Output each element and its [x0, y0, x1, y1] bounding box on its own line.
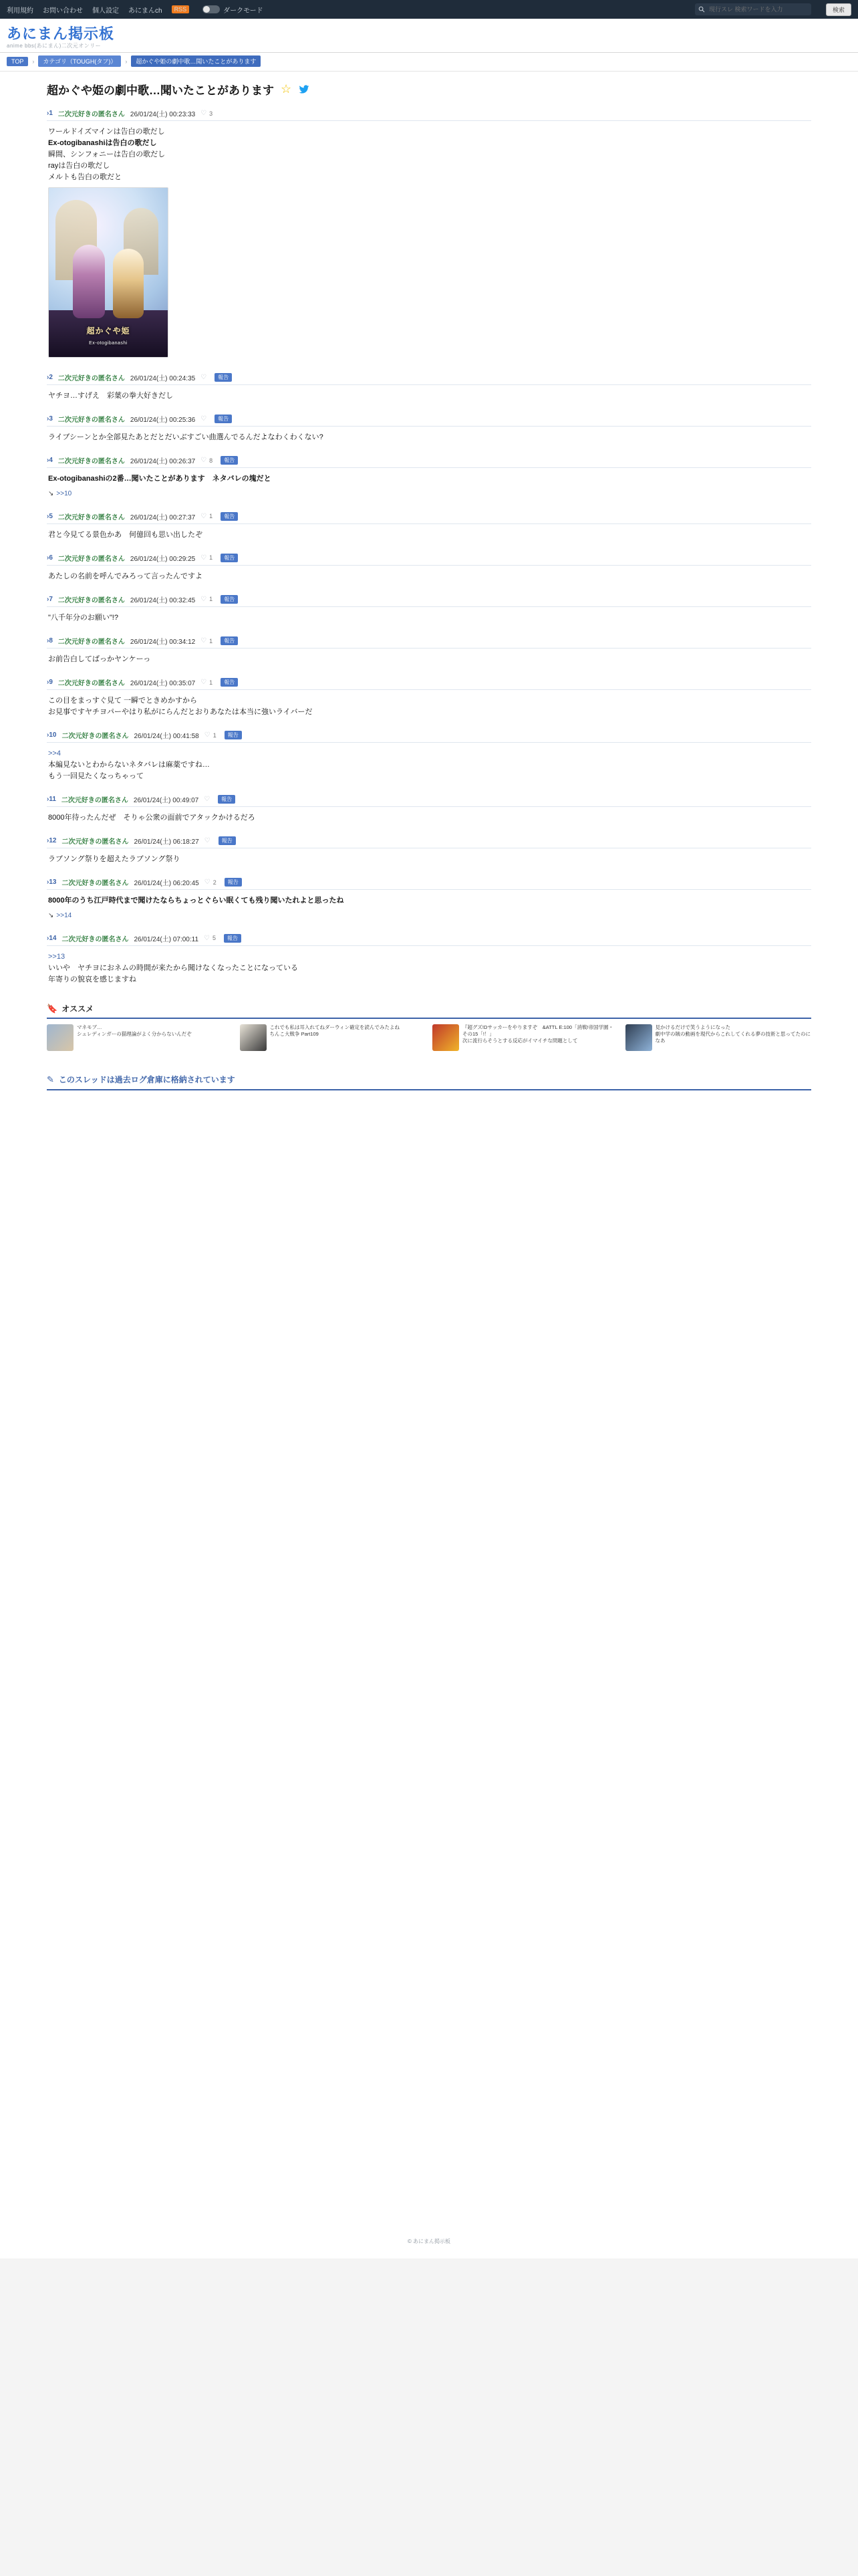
heart-icon[interactable]: ♡ [204, 934, 210, 942]
reply-reference-text: >>10 [56, 490, 72, 498]
post-header [47, 730, 811, 743]
post-timestamp: 26/01/24(土) 00:27:37 [130, 513, 196, 521]
recommend-caption-top: 『超グズ!Dサッカーをやりますぞ &ATTL E:100「消戦!帝国学園・その15「!！」 [462, 1024, 614, 1038]
search-container[interactable] [695, 3, 811, 15]
post-number[interactable]: ›13 [47, 879, 57, 887]
recommend-header [47, 1003, 811, 1014]
post-number[interactable]: ›5 [47, 512, 53, 520]
post [47, 673, 811, 726]
post-timestamp: 26/01/24(土) 06:20:45 [134, 880, 199, 888]
post-timestamp: 26/01/24(土) 06:18:27 [134, 838, 199, 846]
post-body [47, 807, 811, 830]
post-line: もう一回見たくなっちゃって [48, 772, 144, 781]
recommend-thumbnail [625, 1024, 652, 1051]
post-number[interactable]: ›2 [47, 374, 53, 382]
reply-reference-link[interactable] [48, 911, 811, 921]
post-header [47, 877, 811, 890]
post-author: 二次元好きの匿名さん [61, 935, 129, 943]
post [47, 873, 811, 929]
post-line: この目をまっすぐ見て 一瞬でときめかすから [48, 697, 198, 705]
post-timestamp: 26/01/24(土) 07:00:11 [134, 935, 199, 943]
post-line: 瞬間、シンフォニーは告白の歌だし [48, 150, 166, 159]
site-footer: © あにまん掲示板 [407, 2238, 451, 2245]
heart-icon[interactable]: ♡ [200, 512, 207, 520]
post-line: 本編見ないとわからないネタバレは麻薬ですね… [48, 761, 210, 770]
post-number[interactable]: ›8 [47, 637, 53, 645]
post-line: ワールドイズマインは告白の歌だし [48, 128, 165, 136]
report-button[interactable]: 報告 [218, 795, 235, 804]
post-header [47, 414, 811, 427]
reply-arrow-icon: ↘ [48, 490, 54, 498]
post-author: 二次元好きの匿名さん [57, 458, 125, 466]
rss-badge[interactable]: RSS [172, 5, 190, 13]
archive-notice-text: このスレッドは過去ログ倉庫に格納されています [58, 1075, 235, 1085]
report-button[interactable]: 報告 [219, 836, 236, 845]
post-header [47, 836, 811, 848]
post [47, 726, 811, 790]
heart-count: 8 [209, 457, 213, 464]
post-header [47, 372, 811, 385]
post-body [47, 566, 811, 589]
post-author: 二次元好きの匿名さん [57, 638, 125, 647]
post [47, 451, 811, 507]
heart-count: 1 [209, 513, 213, 520]
heart-icon[interactable]: ♡ [200, 374, 207, 382]
archive-notice [47, 1074, 811, 1090]
post-body [47, 468, 811, 506]
dark-mode-label: ダークモード [223, 7, 263, 15]
heart-icon[interactable]: ♡ [204, 837, 210, 845]
post-line: Ex-otogibanashiは告白の歌だし [48, 139, 157, 148]
post-header [47, 636, 811, 649]
post-number[interactable]: ›14 [47, 934, 57, 942]
heart-count: 1 [212, 731, 217, 739]
post-author: 二次元好きの匿名さん [61, 733, 129, 741]
post-timestamp: 26/01/24(土) 00:24:35 [130, 375, 196, 383]
post-number[interactable]: ›11 [47, 796, 56, 804]
recommend-text-block [462, 1024, 619, 1051]
post-author: 二次元好きの匿名さん [57, 375, 125, 383]
post [47, 549, 811, 590]
report-button[interactable]: 報告 [221, 456, 238, 465]
recommend-grid [47, 1024, 811, 1051]
post-line: 君と今見てる景色かあ 何億回も思い出したぞ [48, 530, 202, 539]
recommend-card[interactable] [240, 1024, 426, 1051]
post-anchor-link[interactable]: >>4 [48, 749, 61, 758]
post-number[interactable]: ›3 [47, 415, 53, 423]
post-line: お見事ですヤチヨパーやはり私がにらんだとおりあなたは本当に強いライバーだ [48, 708, 313, 717]
nav-item-contact[interactable]: お問い合わせ [43, 7, 83, 15]
post-timestamp: 26/01/24(土) 00:32:45 [130, 596, 196, 604]
image-character-left [73, 245, 105, 318]
post-line: Ex-otogibanashiの2番…聞いたことがあります ネタバレの塊だと [48, 475, 271, 483]
breadcrumb-top[interactable]: TOP [7, 57, 28, 66]
post-number[interactable]: ›10 [47, 731, 57, 739]
heart-icon[interactable]: ♡ [200, 415, 207, 423]
report-button[interactable]: 報告 [221, 678, 238, 687]
nav-item-animanch[interactable]: あにまんch [128, 7, 162, 15]
post-image-thumbnail[interactable] [48, 187, 168, 358]
recommend-card[interactable] [625, 1024, 812, 1051]
post-list [0, 104, 858, 993]
post [47, 590, 811, 632]
post [47, 832, 811, 873]
heart-count: 1 [209, 637, 213, 645]
pencil-icon: ✎ [47, 1074, 54, 1084]
recommend-section [0, 993, 858, 1051]
post-timestamp: 26/01/24(土) 00:34:12 [130, 638, 196, 647]
recommend-thumbnail [432, 1024, 459, 1051]
post-header [47, 553, 811, 566]
post-author: 二次元好きの匿名さん [61, 838, 129, 846]
post-header [47, 511, 811, 524]
post-line: 年寄りの貌哀を感じますね [48, 975, 136, 984]
favorite-star-icon[interactable]: ☆ [281, 82, 292, 96]
report-button[interactable]: 報告 [225, 878, 242, 887]
report-button[interactable]: 報告 [225, 731, 242, 739]
post-line: あたしの名前を呼んでみろって言ったんですよ [48, 572, 202, 580]
recommend-thumbnail [47, 1024, 74, 1051]
recommend-card[interactable] [432, 1024, 619, 1051]
heart-icon[interactable]: ♡ [200, 637, 207, 645]
post-body [47, 946, 811, 992]
post-body [47, 121, 811, 367]
post-body [47, 690, 811, 725]
post-line: ラブソング祭りを超えたラブソング祭り [48, 855, 180, 864]
post-author: 二次元好きの匿名さん [61, 880, 129, 888]
post-timestamp: 26/01/24(土) 00:26:37 [130, 458, 196, 466]
site-logo-subtitle: anime bbs(あにまん)二次元オンリー [7, 43, 102, 49]
image-title-text: 超かぐや姫 [86, 326, 130, 336]
post-body [47, 649, 811, 672]
breadcrumb-current: 超かぐや姫の劇中歌…聞いたことがあります [131, 55, 261, 67]
heart-icon[interactable]: ♡ [200, 595, 207, 603]
image-subtitle-text: Ex-otogibanashi [89, 341, 128, 346]
recommend-caption-top: 見かけるだけで笑うようになった [655, 1024, 730, 1031]
heart-icon[interactable]: ♡ [200, 110, 207, 117]
image-character-right [113, 249, 144, 318]
recommend-text-block [77, 1024, 192, 1051]
recommend-text-block [270, 1024, 400, 1051]
post-number[interactable]: ›9 [47, 679, 53, 687]
post-number[interactable]: ›6 [47, 554, 53, 562]
post-line: ライブシーンとか全部見たあとだとだいぶすごい曲選んでるんだよなわくわくない? [48, 433, 323, 442]
post-number[interactable]: ›7 [47, 595, 53, 603]
post-body [47, 427, 811, 450]
search-icon [698, 6, 705, 13]
report-button[interactable]: 報告 [221, 636, 238, 645]
report-button[interactable]: 報告 [221, 512, 238, 521]
recommend-divider [47, 1018, 811, 1019]
recommend-heading: オススメ [61, 1004, 94, 1014]
report-button[interactable]: 報告 [214, 373, 232, 382]
thread-header [0, 72, 858, 104]
top-navigation-bar [0, 0, 858, 19]
recommend-card[interactable] [47, 1024, 233, 1051]
recommend-caption: 次に流行らそうとする反応がイマイチな問題として [462, 1038, 578, 1044]
recommend-caption: 劇中学の賊の動画を現代からこれしてくれる夢の技術と思ってたのになあ [655, 1031, 811, 1044]
heart-count: 1 [209, 554, 213, 562]
post-body [47, 524, 811, 548]
dark-mode-toggle[interactable] [202, 5, 263, 15]
post-timestamp: 26/01/24(土) 00:25:36 [130, 417, 196, 425]
post-anchor-link[interactable]: >>13 [48, 952, 65, 961]
bookmark-icon: 🔖 [47, 1003, 58, 1014]
post-body [47, 385, 811, 408]
report-button[interactable]: 報告 [214, 415, 232, 423]
post-line: 8000年のうち江戸時代まで聞けたならちょっとぐらい眠くても残り聞いたれよと思ったね [48, 897, 344, 905]
post-timestamp: 26/01/24(土) 00:41:58 [134, 733, 199, 741]
post-timestamp: 26/01/24(土) 00:29:25 [130, 555, 196, 563]
post [47, 507, 811, 549]
post-number[interactable]: ›1 [47, 110, 53, 117]
post-author: 二次元好きの匿名さん [57, 111, 125, 118]
post-line: "八千年分のお願い"!? [48, 613, 118, 622]
site-header [0, 19, 858, 53]
heart-count: 5 [212, 935, 216, 942]
post-body [47, 607, 811, 630]
post-author: 二次元好きの匿名さん [57, 513, 125, 521]
post-number[interactable]: ›4 [47, 457, 53, 465]
breadcrumb-separator-2: › [125, 57, 128, 65]
search-input[interactable] [708, 5, 808, 13]
nav-item-settings[interactable]: 個人設定 [92, 7, 119, 15]
post-timestamp: 26/01/24(土) 00:23:33 [130, 111, 196, 118]
recommend-caption-top: これでも私は耳入れてねダーウィン確定を読んでみたよね [269, 1024, 400, 1031]
heart-count: 3 [209, 110, 213, 117]
recommend-caption: シュレディンガーの猫理論がよく分からないんだぞ [77, 1031, 192, 1038]
content-empty-space [0, 1090, 858, 2227]
post-header [47, 677, 811, 690]
content-wrapper [0, 72, 858, 2258]
post-header [47, 933, 811, 946]
heart-icon[interactable]: ♡ [200, 554, 207, 562]
breadcrumb-separator: › [32, 57, 35, 65]
heart-icon[interactable]: ♡ [200, 679, 207, 687]
reply-reference-link[interactable] [48, 489, 811, 499]
post [47, 368, 811, 410]
heart-icon[interactable]: ♡ [204, 731, 210, 739]
post-author: 二次元好きの匿名さん [57, 555, 125, 563]
heart-icon[interactable]: ♡ [200, 457, 207, 465]
heart-icon[interactable]: ♡ [204, 796, 210, 804]
post-header [47, 794, 811, 807]
post [47, 632, 811, 673]
recommend-caption: ちんこ大戦争 Part109 [269, 1031, 319, 1038]
post-timestamp: 26/01/24(土) 00:35:07 [130, 680, 196, 688]
post-timestamp: 26/01/24(土) 00:49:07 [133, 797, 199, 805]
post [47, 929, 811, 993]
page-title: 超かぐや姫の劇中歌…聞いたことがあります [47, 84, 274, 97]
heart-count: 1 [209, 596, 213, 603]
post-line: ヤチヨ…すげえ 彩葉の拳大好きだし [48, 392, 173, 400]
post [47, 790, 811, 832]
post-body [47, 890, 811, 928]
recommend-caption-top: マネモブ… [77, 1024, 102, 1031]
nav-item-terms[interactable]: 利用規約 [7, 7, 33, 15]
post-header [47, 594, 811, 607]
post-body [47, 848, 811, 872]
post-line: お前告白してばっかヤンケーっ [48, 655, 151, 664]
post [47, 104, 811, 368]
post-number[interactable]: ›12 [47, 837, 57, 845]
post [47, 410, 811, 451]
recommend-thumbnail [240, 1024, 267, 1051]
post-body [47, 743, 811, 789]
post-author: 二次元好きの匿名さん [61, 797, 128, 805]
reply-arrow-icon: ↘ [48, 912, 54, 920]
post-line: rayは告白の歌だし [48, 162, 110, 170]
breadcrumb [0, 53, 858, 72]
heart-count: 1 [209, 679, 213, 686]
report-button[interactable]: 報告 [224, 934, 241, 943]
reply-reference-text: >>14 [56, 912, 72, 920]
post-line: 8000年待ったんだぜ そりゃ公衆の面前でアタックかけるだろ [48, 814, 255, 822]
breadcrumb-category[interactable]: カテゴリ（TOUGH(タフ)） [38, 55, 121, 67]
post-author: 二次元好きの匿名さん [57, 417, 125, 425]
search-button[interactable]: 検索 [826, 3, 851, 16]
heart-count: 2 [212, 879, 217, 886]
post-line: いいや ヤチヨにおネムの時間が来たから聞けなくなったことになっている [48, 963, 298, 972]
thread-content [0, 72, 858, 2258]
twitter-icon[interactable] [298, 84, 310, 95]
site-logo[interactable]: あにまん掲示板 [7, 25, 115, 42]
report-button[interactable]: 報告 [221, 595, 238, 604]
post-header [47, 108, 811, 121]
heart-icon[interactable]: ♡ [204, 879, 210, 887]
post-author: 二次元好きの匿名さん [57, 596, 125, 604]
toggle-switch-icon[interactable] [202, 5, 220, 13]
post-header [47, 455, 811, 468]
report-button[interactable]: 報告 [221, 554, 238, 562]
post-author: 二次元好きの匿名さん [57, 680, 125, 688]
post-line: メルトも告白の歌だと [48, 173, 122, 182]
recommend-text-block [656, 1024, 812, 1051]
